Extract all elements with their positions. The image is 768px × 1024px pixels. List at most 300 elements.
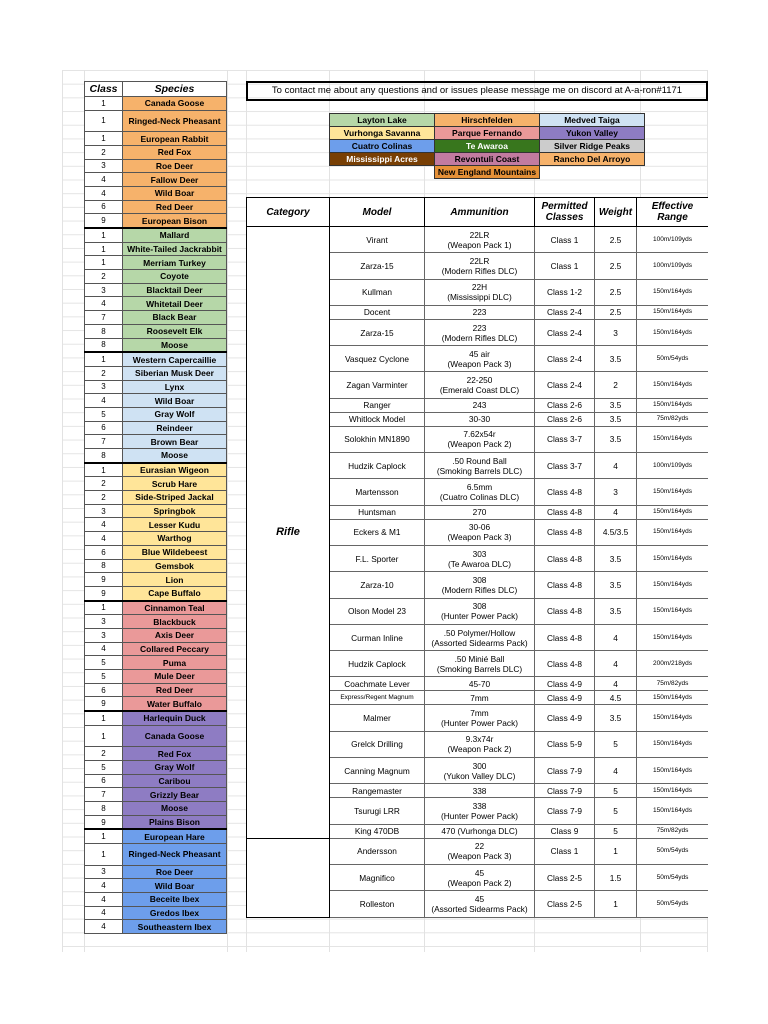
ammunition-source: (Weapon Pack 3) [447,358,512,369]
species-row [85,559,227,573]
map-legend [329,113,645,179]
weapon-model-cell: Coachmate Lever [330,677,425,691]
species-class-cell: 4 [85,532,123,546]
weapon-range-cell: 150m/164yds [637,705,709,731]
weapon-range-cell: 50m/54yds [637,838,709,864]
species-class-cell: 8 [85,559,123,573]
weapon-weight-cell: 2.5 [595,253,637,279]
species-class-cell: 9 [85,697,123,711]
weapon-ammunition-cell [425,412,535,426]
species-row [85,774,227,788]
weapon-classes-cell: Class 4-8 [535,505,595,519]
species-row [85,711,227,725]
species-row [85,670,227,684]
map-legend-cell: New England Mountains [435,166,540,179]
species-name-cell: White-Tailed Jackrabbit [123,242,227,256]
ammunition-source: (Mississippi DLC) [447,292,512,303]
weapon-model-cell: Vasquez Cyclone [330,346,425,372]
species-row [85,435,227,449]
species-name-cell: Gray Wolf [123,760,227,774]
species-row [85,173,227,187]
species-row [85,545,227,559]
weapon-range-cell: 75m/82yds [637,677,709,691]
map-legend-cell: Yukon Valley [540,127,645,140]
species-class-cell: 6 [85,421,123,435]
species-name-cell: Cape Buffalo [123,586,227,600]
weapon-ammunition-cell [425,651,535,677]
species-name-cell: Lion [123,573,227,587]
ammunition-source: (Smoking Barrels DLC) [436,465,523,476]
species-row [85,256,227,270]
ammunition-type: 223 [472,322,487,333]
weapon-model-cell: Solokhin MN1890 [330,426,425,452]
species-class-cell: 4 [85,297,123,311]
weapon-range-cell: 150m/164yds [637,545,709,571]
species-class-cell: 1 [85,711,123,725]
map-legend-cell: Vurhonga Savanna [330,127,435,140]
weapon-model-cell: Whitlock Model [330,412,425,426]
species-row [85,656,227,670]
species-name-cell: Red Fox [123,747,227,761]
weapon-model-cell: Rangemaster [330,784,425,798]
species-row [85,844,227,866]
ammunition-source: (Modern Rifles DLC) [441,332,518,343]
weapon-ammunition-cell [425,798,535,824]
weapon-range-cell: 100m/109yds [637,453,709,479]
weapon-classes-cell: Class 1 [535,838,595,864]
species-row [85,159,227,173]
species-name-cell: Brown Bear [123,435,227,449]
ammunition-source: (Modern Rifles DLC) [441,584,518,595]
weapon-ammunition-cell [425,319,535,345]
species-name-header: Species [123,82,227,97]
species-name-cell: Axis Deer [123,628,227,642]
weapon-weight-cell: 2.5 [595,227,637,253]
species-name-cell: Moose [123,338,227,352]
species-name-cell: Moose [123,802,227,816]
species-name-cell: Harlequin Duck [123,711,227,725]
species-name-cell: Mule Deer [123,670,227,684]
weapon-classes-cell: Class 7-9 [535,784,595,798]
weapon-model-cell: Virant [330,227,425,253]
weapon-weight-cell: 5 [595,798,637,824]
weapon-classes-cell: Class 2-6 [535,412,595,426]
weapon-classes-cell: Class 4-8 [535,545,595,571]
species-name-cell: Moose [123,449,227,463]
weapon-range-cell: 50m/54yds [637,891,709,917]
category-header: Category [247,198,330,227]
weapon-ammunition-cell [425,758,535,784]
map-legend-cell: Revontuli Coast [435,153,540,166]
ammunition-type: 243 [472,400,487,411]
species-row [85,394,227,408]
weapon-ammunition-cell [425,398,535,412]
weight-header: Weight [595,198,637,227]
species-class-cell: 3 [85,628,123,642]
weapon-ammunition-cell [425,784,535,798]
weapon-range-cell: 150m/164yds [637,758,709,784]
effective-range-header: Effective Range [637,198,709,227]
weapon-weight-cell: 4.5/3.5 [595,519,637,545]
species-class-cell: 8 [85,802,123,816]
weapon-model-cell: Grelck Drilling [330,731,425,757]
species-name-cell: Red Deer [123,200,227,214]
weapon-range-cell: 150m/164yds [637,398,709,412]
weapon-model-cell: Zagan Varminter [330,372,425,398]
map-legend-cell: Silver Ridge Peaks [540,140,645,153]
species-name-cell: Mallard [123,228,227,242]
weapon-model-cell: F.L. Sporter [330,545,425,571]
weapon-ammunition-cell [425,691,535,705]
ammunition-type: .50 Polymer/Hollow [443,627,516,638]
weapon-range-cell: 150m/164yds [637,572,709,598]
weapon-ammunition-cell [425,227,535,253]
ammunition-source: (Hunter Power Pack) [440,718,518,729]
weapon-ammunition-cell [425,305,535,319]
species-class-cell: 7 [85,788,123,802]
ammunition-source: (Hunter Power Pack) [440,611,518,622]
species-name-cell: Lesser Kudu [123,518,227,532]
ammunition-type: 7mm [470,692,489,703]
map-legend-cell: Parque Fernando [435,127,540,140]
map-legend-cell [540,166,645,179]
weapon-model-cell: Tsurugi LRR [330,798,425,824]
ammunition-source: (Assorted Sidearms Pack) [431,903,528,914]
weapon-ammunition-cell [425,545,535,571]
weapon-ammunition-cell [425,346,535,372]
species-row [85,642,227,656]
ammunition-source: (Emerald Coast DLC) [439,385,520,396]
species-name-cell: Ringed-Neck Pheasant [123,844,227,866]
weapon-ammunition-cell [425,572,535,598]
ammunition-type: .50 Minié Ball [454,653,505,664]
weapon-classes-cell: Class 5-9 [535,731,595,757]
weapon-model-cell: Express/Regent Magnum [330,691,425,705]
weapon-weight-cell: 2.5 [595,279,637,305]
weapon-range-cell: 200m/218yds [637,651,709,677]
species-row [85,242,227,256]
species-name-cell: European Hare [123,829,227,843]
weapon-ammunition-cell [425,705,535,731]
species-row [85,802,227,816]
weapon-model-cell: Zarza-15 [330,319,425,345]
species-class-cell: 1 [85,256,123,270]
weapon-range-cell: 150m/164yds [637,691,709,705]
weapon-model-cell: Huntsman [330,505,425,519]
weapon-classes-cell: Class 2-6 [535,398,595,412]
weapon-model-cell: Magnifico [330,864,425,890]
species-class-cell: 2 [85,145,123,159]
weapon-classes-cell: Class 1-2 [535,279,595,305]
species-name-cell: Cinnamon Teal [123,601,227,615]
weapon-classes-cell: Class 2-5 [535,864,595,890]
weapon-model-cell: Zarza-10 [330,572,425,598]
species-table-body [85,97,227,934]
species-name-cell: Red Fox [123,145,227,159]
weapon-classes-cell: Class 2-5 [535,891,595,917]
ammunition-type: 22H [471,282,488,293]
weapon-classes-cell: Class 7-9 [535,798,595,824]
species-name-cell: Coyote [123,270,227,284]
weapon-classes-cell: Class 4-9 [535,691,595,705]
ammunition-type: 45 [474,867,485,878]
ammunition-type: .50 Round Ball [452,455,507,466]
ammunition-type: 30-06 [468,522,491,533]
weapon-category-cell [247,838,330,917]
species-row [85,491,227,505]
weapon-range-cell: 75m/82yds [637,824,709,838]
map-legend-cell: Medved Taiga [540,114,645,127]
weapon-classes-cell: Class 9 [535,824,595,838]
ammunition-type: 308 [472,574,487,585]
species-class-cell: 5 [85,760,123,774]
species-class-cell: 2 [85,366,123,380]
species-class-cell: 5 [85,670,123,684]
weapon-range-cell: 50m/54yds [637,346,709,372]
weapon-weight-cell: 5 [595,824,637,838]
weapon-weight-cell: 3.5 [595,545,637,571]
species-row [85,449,227,463]
ammunition-type: 308 [472,601,487,612]
map-legend-cell: Mississippi Acres [330,153,435,166]
weapon-weight-cell: 1 [595,838,637,864]
ammunition-source: (Cuatro Colinas DLC) [439,492,520,503]
weapon-weight-cell: 4 [595,453,637,479]
species-row [85,228,227,242]
weapon-weight-cell: 4 [595,624,637,650]
weapon-range-cell: 150m/164yds [637,505,709,519]
weapon-range-cell: 150m/164yds [637,731,709,757]
ammunition-type: 45 [474,893,485,904]
species-row [85,283,227,297]
species-class-cell: 4 [85,879,123,893]
weapon-weight-cell: 1 [595,891,637,917]
species-row [85,829,227,843]
species-name-cell: Canada Goose [123,725,227,747]
ammunition-type: 22LR [469,229,490,240]
weapon-ammunition-cell [425,279,535,305]
species-class-cell: 4 [85,906,123,920]
weapon-ammunition-cell [425,453,535,479]
ammunition-type: 45 air [469,348,490,359]
species-row [85,110,227,132]
species-name-cell: Wild Boar [123,186,227,200]
species-class-cell: 9 [85,214,123,228]
map-legend-cell [330,166,435,179]
species-row [85,186,227,200]
weapon-model-cell: Curman Inline [330,624,425,650]
weapon-range-cell: 150m/164yds [637,279,709,305]
contact-message: To contact me about any questions and or issues please message me on discord at A-a-ron#1171 [246,81,708,101]
weapon-classes-cell: Class 4-8 [535,572,595,598]
ammunition-header: Ammunition [425,198,535,227]
species-class-cell: 1 [85,110,123,132]
species-name-cell: Red Deer [123,683,227,697]
weapon-ammunition-cell [425,519,535,545]
weapon-category-cell: Rifle [247,227,330,839]
species-name-cell: Western Capercaillie [123,352,227,366]
weapon-classes-cell: Class 4-8 [535,479,595,505]
weapon-weight-cell: 2 [595,372,637,398]
weapon-ammunition-cell [425,253,535,279]
species-class-cell: 9 [85,815,123,829]
species-row [85,573,227,587]
weapon-classes-cell: Class 4-8 [535,624,595,650]
weapons-table-body [247,227,709,918]
weapon-range-cell: 75m/82yds [637,412,709,426]
species-class-cell: 4 [85,642,123,656]
weapon-weight-cell: 4 [595,651,637,677]
species-name-cell: Wild Boar [123,879,227,893]
species-class-cell: 4 [85,394,123,408]
ammunition-source: (Weapon Pack 3) [447,532,512,543]
ammunition-source: (Weapon Pack 2) [447,877,512,888]
species-row [85,815,227,829]
species-name-cell: Lynx [123,380,227,394]
weapon-range-cell: 150m/164yds [637,598,709,624]
species-row [85,683,227,697]
weapon-range-cell: 150m/164yds [637,319,709,345]
model-header: Model [330,198,425,227]
species-name-cell: Whitetail Deer [123,297,227,311]
weapon-weight-cell: 3.5 [595,412,637,426]
species-name-cell: Collared Peccary [123,642,227,656]
species-class-cell: 9 [85,586,123,600]
ammunition-type: 470 (Vurhonga DLC) [441,826,518,837]
weapon-range-cell: 100m/109yds [637,253,709,279]
species-class-cell: 1 [85,97,123,111]
weapon-range-cell: 50m/54yds [637,864,709,890]
permitted-classes-header: Permitted Classes [535,198,595,227]
weapon-range-cell: 150m/164yds [637,372,709,398]
species-class-cell: 1 [85,463,123,477]
weapon-classes-cell: Class 2-4 [535,305,595,319]
species-class-cell: 4 [85,518,123,532]
species-class-cell: 4 [85,920,123,934]
species-class-cell: 2 [85,270,123,284]
species-class-cell: 1 [85,228,123,242]
species-name-cell: Puma [123,656,227,670]
weapon-weight-cell: 2.5 [595,305,637,319]
species-class-cell: 2 [85,747,123,761]
weapon-ammunition-cell [425,624,535,650]
species-name-cell: Warthog [123,532,227,546]
weapon-classes-cell: Class 4-9 [535,705,595,731]
ammunition-source: (Smoking Barrels DLC) [436,663,523,674]
grid-column-line [62,70,63,952]
weapon-row [247,838,709,864]
spreadsheet-grid [62,70,708,952]
ammunition-type: 223 [472,307,487,318]
weapon-model-cell: Hudzik Caplock [330,651,425,677]
species-table [84,81,227,934]
species-row [85,697,227,711]
weapon-model-cell: Malmer [330,705,425,731]
ammunition-type: 338 [472,785,487,796]
ammunition-type: 30-30 [468,414,491,425]
weapon-range-cell: 150m/164yds [637,519,709,545]
species-class-cell: 8 [85,338,123,352]
ammunition-type: 270 [472,507,487,518]
weapon-classes-cell: Class 4-8 [535,651,595,677]
weapon-ammunition-cell [425,677,535,691]
species-row [85,366,227,380]
weapon-weight-cell: 3.5 [595,398,637,412]
species-name-cell: Canada Goose [123,97,227,111]
species-class-cell: 1 [85,242,123,256]
ammunition-type: 7mm [470,708,489,719]
species-class-cell: 6 [85,200,123,214]
weapon-weight-cell: 3.5 [595,346,637,372]
species-row [85,920,227,934]
species-name-cell: Caribou [123,774,227,788]
weapon-classes-cell: Class 2-4 [535,372,595,398]
species-class-cell: 8 [85,449,123,463]
weapon-range-cell: 150m/164yds [637,624,709,650]
map-legend-row [330,166,645,179]
weapon-classes-cell: Class 4-9 [535,677,595,691]
weapon-classes-cell: Class 4-8 [535,598,595,624]
map-legend-cell: Hirschfelden [435,114,540,127]
weapon-weight-cell: 5 [595,784,637,798]
ammunition-type: 22-250 [466,375,493,386]
weapon-weight-cell: 4 [595,758,637,784]
weapon-classes-cell: Class 7-9 [535,758,595,784]
weapon-range-cell: 100m/109yds [637,227,709,253]
species-class-cell: 3 [85,504,123,518]
weapon-weight-cell: 3 [595,479,637,505]
weapon-model-cell: Canning Magnum [330,758,425,784]
weapon-model-cell: Hudzik Caplock [330,453,425,479]
weapon-ammunition-cell [425,731,535,757]
species-class-cell: 3 [85,159,123,173]
weapon-weight-cell: 5 [595,731,637,757]
ammunition-type: 338 [472,800,487,811]
weapon-classes-cell: Class 1 [535,227,595,253]
species-class-cell: 5 [85,407,123,421]
species-name-cell: Blacktail Deer [123,283,227,297]
species-name-cell: Gemsbok [123,559,227,573]
weapon-classes-cell: Class 1 [535,253,595,279]
species-class-cell: 5 [85,656,123,670]
weapon-weight-cell: 3.5 [595,598,637,624]
species-class-cell: 1 [85,132,123,146]
species-row [85,518,227,532]
species-name-cell: Roe Deer [123,865,227,879]
species-name-cell: Siberian Musk Deer [123,366,227,380]
species-row [85,865,227,879]
species-row [85,132,227,146]
species-name-cell: Scrub Hare [123,477,227,491]
species-row [85,504,227,518]
species-class-cell: 3 [85,615,123,629]
species-class-cell: 3 [85,283,123,297]
map-legend-cell: Cuatro Colinas [330,140,435,153]
map-legend-row [330,140,645,153]
species-row [85,532,227,546]
weapon-classes-cell: Class 3-7 [535,453,595,479]
species-name-cell: Reindeer [123,421,227,435]
species-class-cell: 4 [85,892,123,906]
ammunition-source: (Weapon Pack 2) [447,439,512,450]
weapon-ammunition-cell [425,891,535,917]
weapon-ammunition-cell [425,426,535,452]
species-row [85,421,227,435]
weapon-ammunition-cell [425,372,535,398]
map-legend-cell: Te Awaroa [435,140,540,153]
species-row [85,407,227,421]
species-row [85,879,227,893]
